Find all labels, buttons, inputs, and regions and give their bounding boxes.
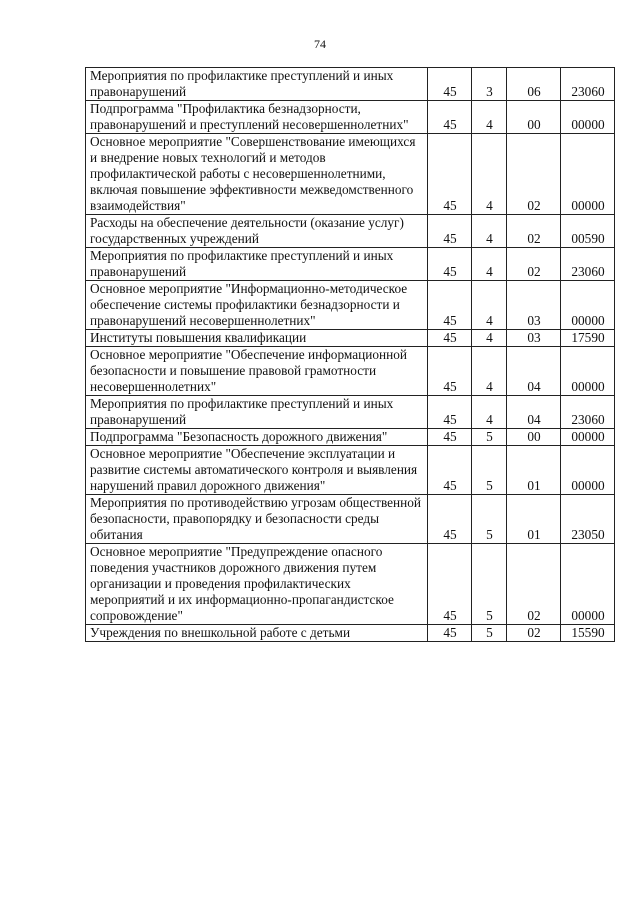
row-code-1: 45 bbox=[428, 396, 472, 429]
row-code-1: 45 bbox=[428, 134, 472, 215]
row-code-3: 02 bbox=[507, 544, 561, 625]
row-code-4: 23060 bbox=[561, 68, 615, 101]
row-code-1: 45 bbox=[428, 248, 472, 281]
row-code-4: 00590 bbox=[561, 215, 615, 248]
row-code-2: 4 bbox=[472, 101, 507, 134]
row-code-2: 4 bbox=[472, 347, 507, 396]
budget-table bbox=[85, 67, 615, 642]
row-code-4: 00000 bbox=[561, 544, 615, 625]
row-name: Расходы на обеспечение деятельности (оказание услуг) государственных учреждений bbox=[86, 215, 428, 248]
row-code-1: 45 bbox=[428, 330, 472, 347]
row-code-1: 45 bbox=[428, 544, 472, 625]
table-row bbox=[86, 396, 615, 429]
row-name: Подпрограмма "Профилактика безнадзорности, правонарушений и преступлений несовершеннолетних" bbox=[86, 101, 428, 134]
table-row bbox=[86, 544, 615, 625]
row-code-4: 00000 bbox=[561, 446, 615, 495]
row-name: Мероприятия по профилактике преступлений и иных правонарушений bbox=[86, 68, 428, 101]
row-code-4: 00000 bbox=[561, 101, 615, 134]
row-code-2: 5 bbox=[472, 429, 507, 446]
row-name: Основное мероприятие "Информационно-методическое обеспечение системы профилактики безнадзорности и правонарушений несовершеннолетних" bbox=[86, 281, 428, 330]
row-code-4: 23050 bbox=[561, 495, 615, 544]
row-code-2: 4 bbox=[472, 281, 507, 330]
row-name: Основное мероприятие "Обеспечение эксплуатации и развитие системы автоматического контроля и выявления нарушений правил дорожного движения" bbox=[86, 446, 428, 495]
row-code-2: 4 bbox=[472, 396, 507, 429]
row-code-2: 5 bbox=[472, 544, 507, 625]
row-name: Подпрограмма "Безопасность дорожного движения" bbox=[86, 429, 428, 446]
row-code-3: 02 bbox=[507, 215, 561, 248]
row-code-3: 02 bbox=[507, 134, 561, 215]
page-number: 74 bbox=[314, 37, 326, 51]
row-name: Мероприятия по профилактике преступлений и иных правонарушений bbox=[86, 248, 428, 281]
row-code-2: 5 bbox=[472, 625, 507, 642]
row-name: Основное мероприятие "Совершенствование имеющихся и внедрение новых технологий и методов профилактической работы с несовершеннолетними, включая повышение эффективности межведомственного взаимодействия" bbox=[86, 134, 428, 215]
row-code-3: 00 bbox=[507, 429, 561, 446]
row-code-1: 45 bbox=[428, 429, 472, 446]
row-code-1: 45 bbox=[428, 625, 472, 642]
row-code-1: 45 bbox=[428, 68, 472, 101]
row-code-1: 45 bbox=[428, 281, 472, 330]
row-name: Основное мероприятие "Предупреждение опасного поведения участников дорожного движения путем организации и проведения профилактических мероприятий и их информационно-пропагандистское сопровождение" bbox=[86, 544, 428, 625]
row-code-2: 5 bbox=[472, 446, 507, 495]
row-code-4: 00000 bbox=[561, 429, 615, 446]
table-row bbox=[86, 248, 615, 281]
row-code-4: 15590 bbox=[561, 625, 615, 642]
row-code-1: 45 bbox=[428, 347, 472, 396]
table-row bbox=[86, 625, 615, 642]
row-code-1: 45 bbox=[428, 446, 472, 495]
row-code-3: 01 bbox=[507, 446, 561, 495]
table-row bbox=[86, 429, 615, 446]
row-code-2: 4 bbox=[472, 215, 507, 248]
table-row bbox=[86, 446, 615, 495]
row-code-2: 5 bbox=[472, 495, 507, 544]
table-row bbox=[86, 330, 615, 347]
row-code-3: 02 bbox=[507, 625, 561, 642]
table-row bbox=[86, 495, 615, 544]
row-code-2: 4 bbox=[472, 330, 507, 347]
row-code-3: 03 bbox=[507, 281, 561, 330]
table-row bbox=[86, 134, 615, 215]
row-code-3: 04 bbox=[507, 347, 561, 396]
row-name: Основное мероприятие "Обеспечение информационной безопасности и повышение правовой грамотности несовершеннолетних" bbox=[86, 347, 428, 396]
row-code-3: 00 bbox=[507, 101, 561, 134]
row-code-4: 00000 bbox=[561, 281, 615, 330]
table-row bbox=[86, 347, 615, 396]
row-code-2: 4 bbox=[472, 248, 507, 281]
table-row bbox=[86, 101, 615, 134]
row-name: Мероприятия по противодействию угрозам общественной безопасности, правопорядку и безопасности среды обитания bbox=[86, 495, 428, 544]
row-name: Учреждения по внешкольной работе с детьми bbox=[86, 625, 428, 642]
row-code-4: 17590 bbox=[561, 330, 615, 347]
row-code-1: 45 bbox=[428, 215, 472, 248]
table-row bbox=[86, 281, 615, 330]
row-code-3: 01 bbox=[507, 495, 561, 544]
table-row bbox=[86, 68, 615, 101]
row-code-3: 06 bbox=[507, 68, 561, 101]
row-code-4: 23060 bbox=[561, 248, 615, 281]
row-code-4: 23060 bbox=[561, 396, 615, 429]
row-name: Институты повышения квалификации bbox=[86, 330, 428, 347]
table-row bbox=[86, 215, 615, 248]
row-code-4: 00000 bbox=[561, 134, 615, 215]
row-code-1: 45 bbox=[428, 101, 472, 134]
row-code-3: 02 bbox=[507, 248, 561, 281]
row-code-3: 03 bbox=[507, 330, 561, 347]
row-code-2: 4 bbox=[472, 134, 507, 215]
row-name: Мероприятия по профилактике преступлений и иных правонарушений bbox=[86, 396, 428, 429]
row-code-4: 00000 bbox=[561, 347, 615, 396]
row-code-2: 3 bbox=[472, 68, 507, 101]
row-code-3: 04 bbox=[507, 396, 561, 429]
budget-table-body bbox=[86, 68, 615, 642]
row-code-1: 45 bbox=[428, 495, 472, 544]
